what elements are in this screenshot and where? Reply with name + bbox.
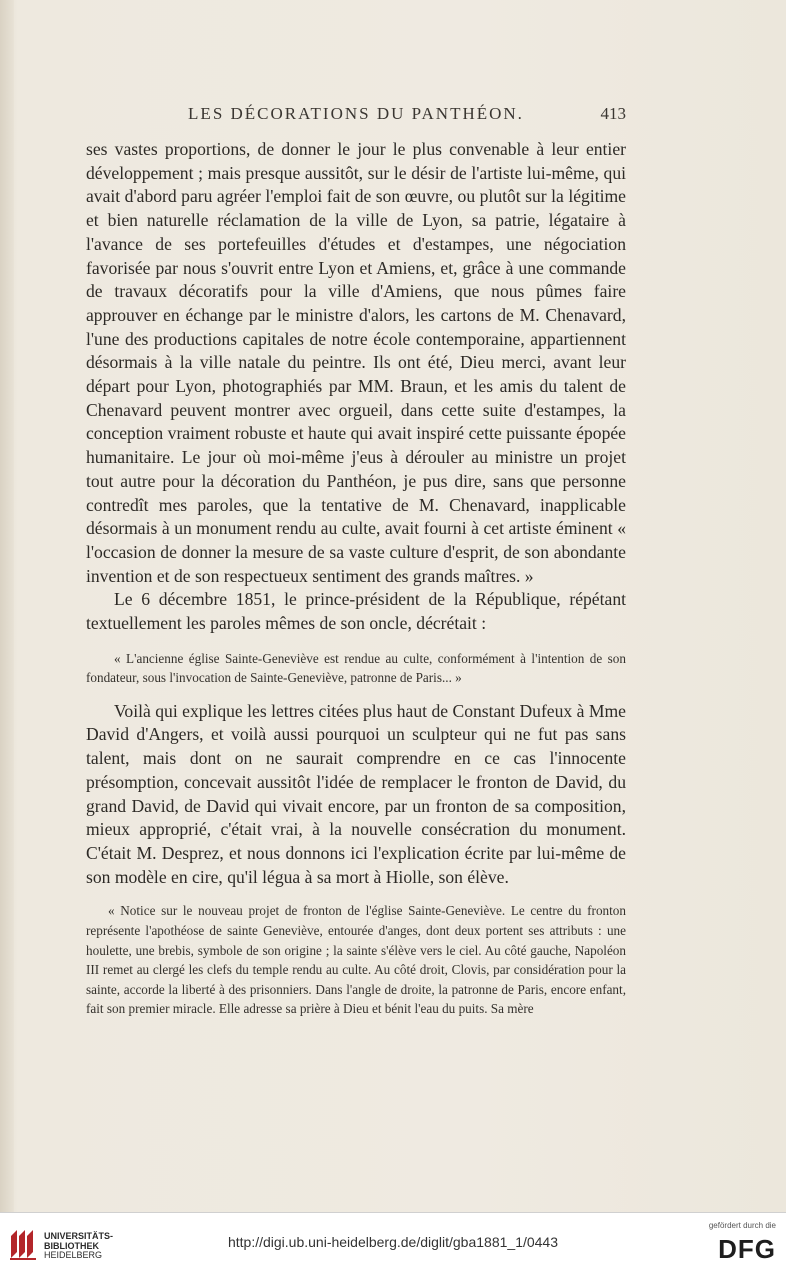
paragraph-1: ses vastes proportions, de donner le jour le plus convenable à leur entier développement ; mais presque aussitôt, sur le désir de l'artiste lui-même, qui avait d'abord paru agréer l'emploi fait de son œuvre, ou plutôt sur la légitime et bien naturelle réclamation de la ville de Lyon, sa patrie, légataire à l'avance de ses portefeuilles d'études et d'estampes, une négociation favorisée par nous s'ouvrit entre Lyon et Amiens, et, grâce à une commande de travaux décoratifs pour la ville d'Amiens, que nous pûmes faire approuver en échange par le ministre d'alors, les cartons de M. Chenavard, l'une des productions capitales de notre école contemporaine, appartiennent désormais à la ville natale du peintre. Ils ont été, Dieu merci, avant leur départ pour Lyon, photographiés par MM. Braun, et les amis du talent de Chenavard peuvent montrer avec orgueil, dans cette suite d'estampes, la conception vraiment robuste et haute qui avait inspiré cette puissante épopée humanitaire. Le jour où moi-même j'eus à dérouler au ministre un projet tout autre pour la décoration du Panthéon, je pus dire, sans que personne contredît mes paroles, que la tentative de M. Chenavard, inapplicable désormais à un monument rendu au culte, avait fourni à cet artiste éminent « l'occasion de donner la mesure de sa vaste culture d'esprit, de son abondante invention et de son respectueux sentiment des grands maîtres. » [86,139,626,586]
notice-quote: « Notice sur le nouveau projet de fronton de l'église Sainte-Geneviève. Le centre du fronton représente l'apothéose de sainte Geneviève, entourée d'anges, dont deux portent ses attributs : une houlette, une brebis, symbole de son origine ; la sainte s'élève vers le ciel. Au côté gauche, Napoléon III remet au clergé les clefs du temple rendu au culte. Au côté droit, Clovis, par considération pour la sainte, accorde la liberté à des prisonniers. Dans l'angle de droite, la patronne de Paris, encore enfant, fait son premier miracle. Elle adresse sa prière à Dieu et bénit l'eau du puits. Sa mère [86,903,626,1017]
decree-quote: « L'ancienne église Sainte-Geneviève est rendue au culte, conformément à l'intention de son fondateur, sous l'invocation de Sainte-Geneviève, patronne de Paris... » [86,650,626,685]
viewer-footer [0,1212,786,1274]
running-head [86,104,626,128]
library-name-line3: HEIDELBERG [44,1250,103,1260]
library-name-line2: BIBLIOTHEK [44,1240,99,1251]
permalink-url[interactable]: http://digi.ub.uni-heidelberg.de/diglit/gba1881_1/0443 [227,1234,559,1250]
page-number: 413 [600,104,626,123]
body-text [86,138,626,1019]
library-name-line1: UNIVERSITÄTS- [44,1231,114,1241]
paragraph-2: Le 6 décembre 1851, le prince-président de la République, répétant textuellement les paroles mêmes de son oncle, décrétait : [86,589,626,634]
dfg-logo: DFG [718,1234,776,1264]
funder-block [686,1221,776,1262]
paragraph-3: Voilà qui explique les lettres citées plus haut de Constant Dufeux à Mme David d'Angers, et voilà aussi pourquoi un sculpteur qui ne fut pas sans talent, mais dont on ne saurait comprendre en ce cas l'innocente présomption, concevait aussitôt l'idée de remplacer le fronton de David, du grand David, de David qui vivait encore, par un fronton de sa composition, mieux approprié, c'était vrai, à la nouvelle consécration du monument. C'était M. Desprez, et nous donnons ici l'explication écrite par lui-même de son modèle en cire, qu'il légua à sa mort à Hiolle, son élève. [86,700,626,887]
funder-caption: gefördert durch die [708,1221,776,1230]
running-title: LES DÉCORATIONS DU PANTHÉON. [188,104,524,123]
page-gutter-shadow [0,0,14,1212]
